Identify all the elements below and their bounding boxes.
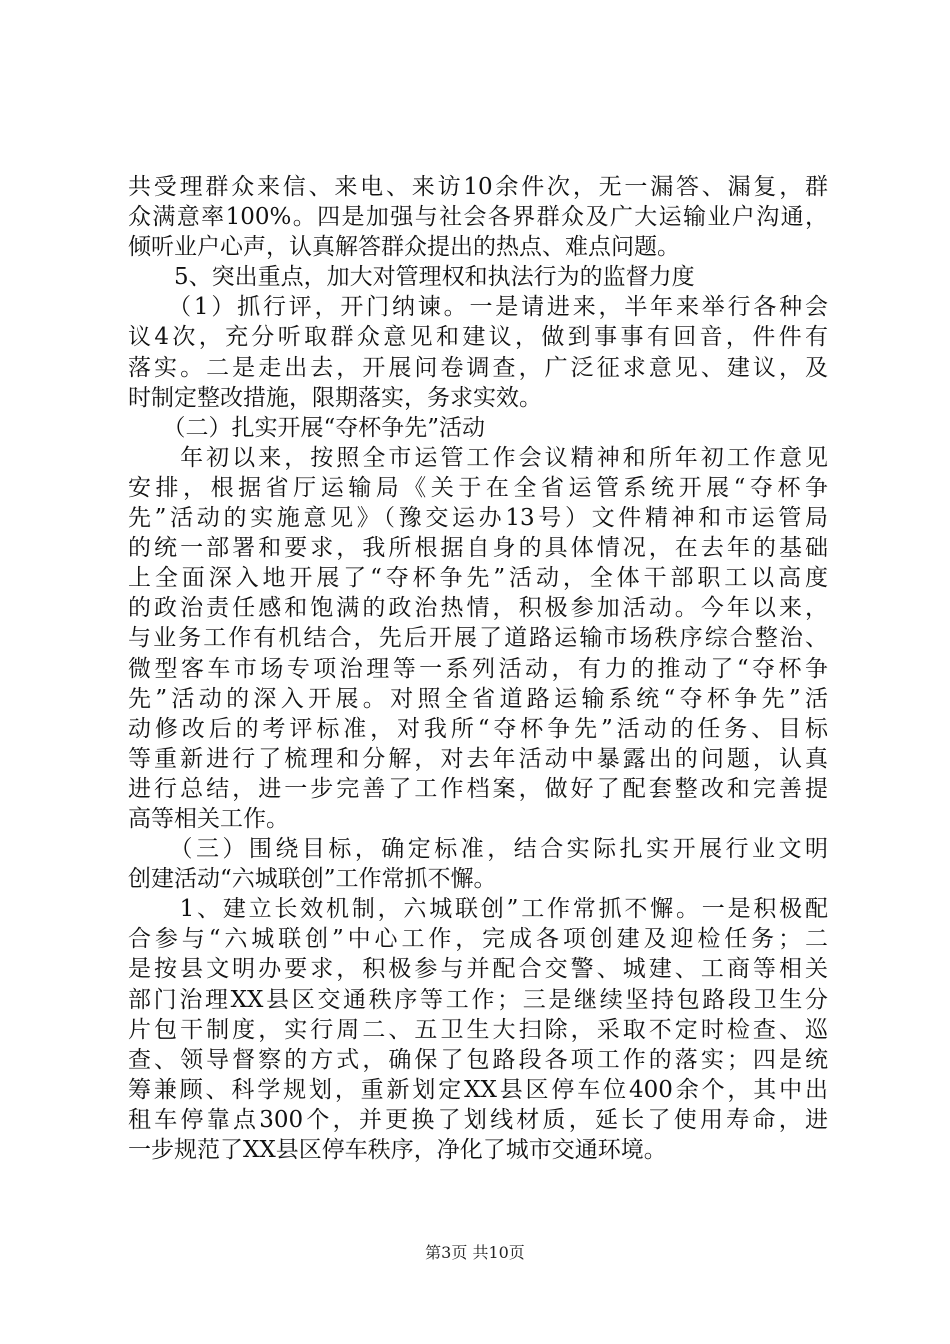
paragraph-p5 <box>128 443 828 834</box>
text-line: （1）抓行评，开门纳谏。一是请进来，半年来举行各种会 <box>128 294 828 321</box>
text-line: 一步规范了XX县区停车秩序，净化了城市交通环境。 <box>128 1137 667 1163</box>
text-line: 5、突出重点，加大对管理权和执法行为的监督力度 <box>128 264 695 291</box>
text-line: （三）围绕目标，确定标准，结合实际扎实开展行业文明 <box>128 836 828 863</box>
text-line: 是按县文明办要求，积极参与并配合交警、城建、工商等相关 <box>128 956 828 983</box>
text-line: 的统一部署和要求，我所根据自身的具体情况，在去年的基础 <box>128 535 828 562</box>
text-line: 租车停靠点300个，并更换了划线材质，延长了使用寿命，进 <box>128 1106 828 1133</box>
document-body <box>128 172 828 1165</box>
text-line: 部门治理XX县区交通秩序等工作；三是继续坚持包路段卫生分 <box>128 986 828 1013</box>
text-line: 议4次，充分听取群众意见和建议，做到事事有回音，件件有 <box>128 324 828 351</box>
paragraph-p3 <box>128 292 828 412</box>
text-line: 先”活动的深入开展。对照全省道路运输系统“夺杯争先”活 <box>128 685 828 712</box>
page-footer: 第3页 共10页 <box>425 1243 525 1262</box>
text-line: 与业务工作有机结合，先后开展了道路运输市场秩序综合整治、 <box>128 625 828 652</box>
text-line: 片包干制度，实行周二、五卫生大扫除，采取不定时检查、巡 <box>128 1016 828 1043</box>
text-line: 倾听业户心声，认真解答群众提出的热点、难点问题。 <box>128 234 680 261</box>
paragraph-p6 <box>128 834 828 894</box>
paragraph-p2 <box>128 262 828 292</box>
text-line: 合参与“六城联创”中心工作，完成各项创建及迎检任务；二 <box>128 926 828 953</box>
text-line: 安排，根据省厅运输局《关于在全省运管系统开展“夺杯争 <box>128 474 828 501</box>
text-line: 年初以来，按照全市运管工作会议精神和所年初工作意见 <box>128 444 828 471</box>
text-line: 动修改后的考评标准，对我所“夺杯争先”活动的任务、目标 <box>128 715 828 742</box>
text-line: 等重新进行了梳理和分解，对去年活动中暴露出的问题，认真 <box>128 745 828 772</box>
text-line: 的政治责任感和饱满的政治热情，积极参加活动。今年以来， <box>128 595 828 622</box>
text-line: 共受理群众来信、来电、来访10余件次，无一漏答、漏复，群 <box>128 174 828 200</box>
text-line: 时制定整改措施，限期落实，务求实效。 <box>128 384 542 411</box>
text-line: 微型客车市场专项治理等一系列活动，有力的推动了“夺杯争 <box>128 655 828 682</box>
text-line: 1、建立长效机制，六城联创”工作常抓不懈。一是积极配 <box>128 896 828 923</box>
paragraph-p7 <box>128 894 828 1165</box>
text-line: 高等相关工作。 <box>128 805 289 832</box>
text-line: 先”活动的实施意见》（豫交运办13号）文件精神和市运管局 <box>128 505 828 532</box>
text-line: 创建活动“六城联创”工作常抓不懈。 <box>128 866 497 893</box>
text-line: 上全面深入地开展了“夺杯争先”活动，全体干部职工以高度 <box>128 565 828 592</box>
text-line: 筹兼顾、科学规划，重新划定XX县区停车位400余个，其中出 <box>128 1076 828 1103</box>
text-line: 查、领导督察的方式，确保了包路段各项工作的落实；四是统 <box>128 1046 828 1073</box>
text-line: （二）扎实开展“夺杯争先”活动 <box>128 414 486 441</box>
text-line: 落实。二是走出去，开展问卷调查，广泛征求意见、建议，及 <box>128 354 828 381</box>
paragraph-p1 <box>128 172 828 262</box>
paragraph-p4 <box>128 413 828 443</box>
text-line: 进行总结，进一步完善了工作档案，做好了配套整改和完善提 <box>128 775 828 802</box>
text-line: 众满意率100%。四是加强与社会各界群众及广大运输业户沟通， <box>128 204 828 231</box>
